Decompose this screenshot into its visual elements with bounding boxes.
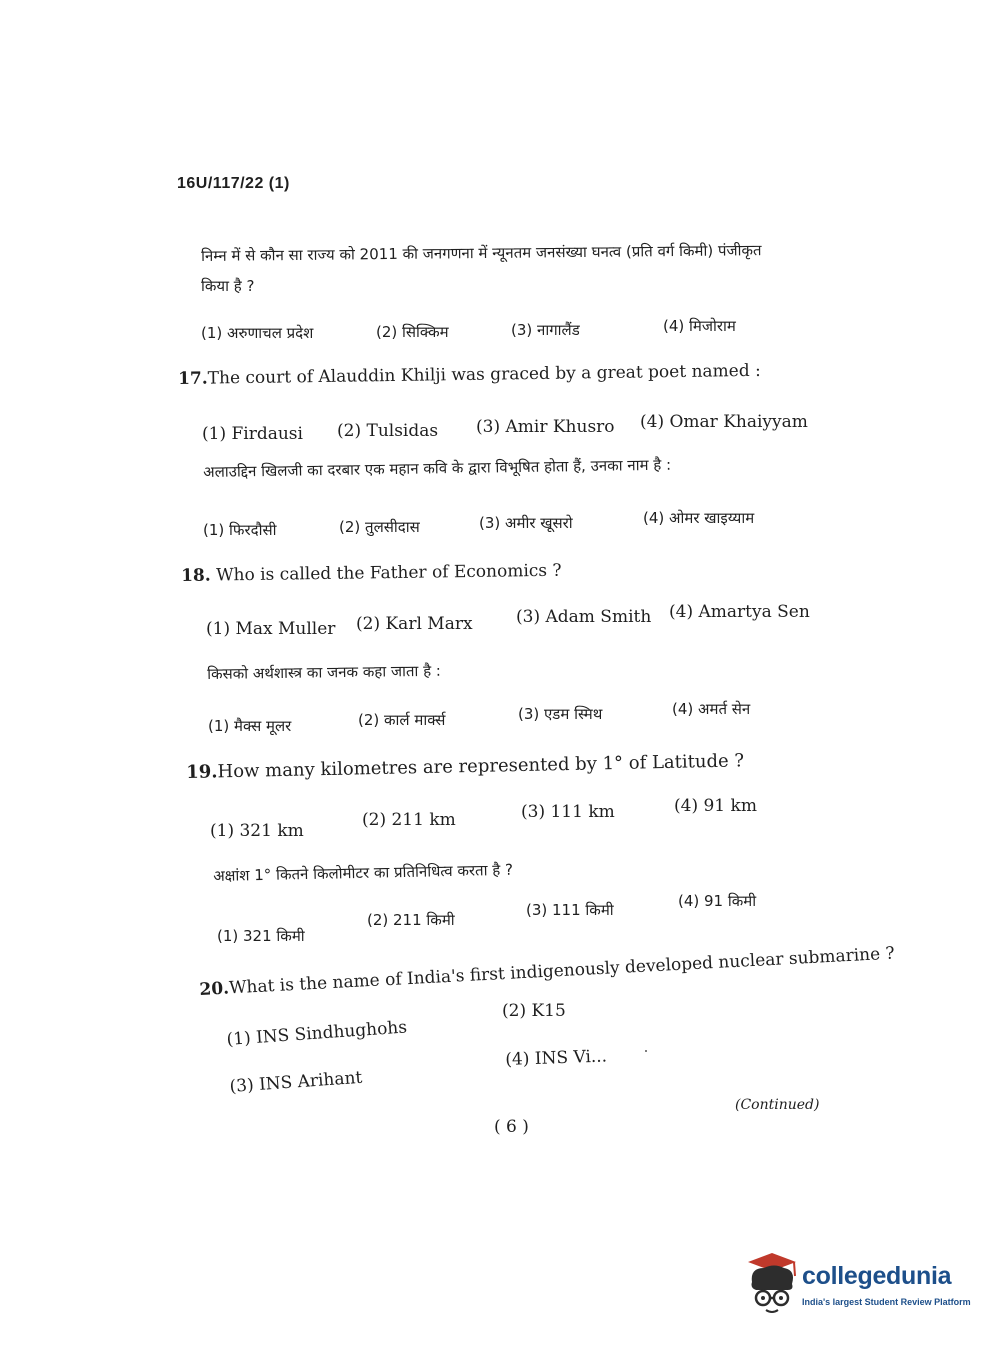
q19-text-hi: अक्षांश 1° कितने किलोमीटर का प्रतिनिधित्व करता है ? — [213, 860, 514, 885]
continued-label: (Continued) — [735, 1097, 820, 1113]
q16-text-hi-line2: किया है ? — [201, 277, 255, 295]
q18-option-hi-2: (2) कार्ल मार्क्स — [358, 711, 446, 729]
q19-option-4: (4) 91 km — [674, 796, 757, 816]
q17-question — [178, 361, 761, 389]
q18-option-4: (4) Amartya Sen — [669, 602, 810, 622]
q18-option-1: (1) Max Muller — [206, 619, 336, 639]
q17-text-en: The court of Alauddin Khilji was graced by a great poet named : — [207, 360, 761, 389]
q19-option-hi-3: (3) 111 किमी — [526, 901, 614, 919]
q20-option-3: (3) INS Arihant — [229, 1067, 363, 1097]
q18-text-hi: किसको अर्थशास्त्र का जनक कहा जाता है : — [207, 661, 442, 683]
q16-option-4: (4) मिजोराम — [663, 317, 736, 335]
q17-option-hi-4: (4) ओमर खाइय्याम — [643, 509, 755, 527]
q18-option-2: (2) Karl Marx — [356, 614, 473, 634]
q17-option-1: (1) Firdausi — [202, 424, 303, 444]
q17-number: 17. — [178, 368, 208, 389]
q19-option-hi-2: (2) 211 किमी — [367, 911, 455, 929]
q19-option-hi-4: (4) 91 किमी — [678, 892, 757, 910]
q17-option-hi-1: (1) फिरदौसी — [203, 521, 277, 539]
q20-option-1: (1) INS Sindhughohs — [226, 1017, 408, 1050]
q19-option-3: (3) 111 km — [521, 802, 615, 822]
q19-option-hi-1: (1) 321 किमी — [217, 927, 305, 945]
q19-option-1: (1) 321 km — [210, 821, 304, 841]
q17-option-hi-3: (3) अमीर खूसरो — [479, 514, 573, 532]
q16-option-3: (3) नागालैंड — [511, 321, 580, 339]
q16-text-hi-line1: निम्न में से कौन सा राज्य को 2011 की जनगणना में न्यूनतम जनसंख्या घनत्व (प्रति वर्ग किमी) पंजीकृत — [201, 241, 762, 265]
q17-option-3: (3) Amir Khusro — [476, 417, 615, 437]
q20-text-en: What is the name of India's first indigenously developed nuclear submarine ? — [228, 943, 896, 999]
q18-option-hi-1: (1) मैक्स मूलर — [208, 717, 292, 735]
q19-option-2: (2) 211 km — [362, 810, 456, 830]
q16-option-1: (1) अरुणाचल प्रदेश — [201, 324, 314, 342]
mascot-icon — [742, 1252, 802, 1318]
q20-option-2: (2) K15 — [502, 1001, 566, 1021]
q19-text-en: How many kilometres are represented by 1° of Latitude ? — [217, 750, 745, 783]
q19-number: 19. — [186, 761, 218, 783]
q20-option-4: (4) INS Vi... — [505, 1046, 608, 1070]
paper-code: 16U/117/22 (1) — [177, 175, 290, 192]
q18-option-hi-3: (3) एडम स्मिथ — [518, 705, 603, 723]
q18-option-hi-4: (4) अमर्त सेन — [672, 700, 751, 718]
page-number: ( 6 ) — [494, 1117, 529, 1137]
q17-option-4: (4) Omar Khaiyyam — [640, 412, 808, 432]
q18-question — [181, 561, 562, 586]
q17-text-hi: अलाउद्दिन खिलजी का दरबार एक महान कवि के द्वारा विभूषित होता हैं, उनका नाम है : — [203, 455, 672, 481]
q17-option-2: (2) Tulsidas — [337, 421, 439, 441]
q20-question — [199, 944, 895, 1000]
collegedunia-logo — [742, 1252, 972, 1324]
ink-speck — [645, 1050, 647, 1052]
q16-option-2: (2) सिक्किम — [376, 323, 449, 341]
logo-tagline: India's largest Student Review Platform — [802, 1297, 971, 1307]
q18-text-en: Who is called the Father of Economics ? — [215, 560, 562, 586]
logo-wordmark: collegedunia — [802, 1262, 952, 1290]
q18-option-3: (3) Adam Smith — [516, 607, 652, 627]
q19-question — [186, 750, 744, 783]
q18-number: 18. — [181, 565, 211, 586]
q20-number: 20. — [199, 978, 230, 1000]
q17-option-hi-2: (2) तुलसीदास — [339, 518, 420, 536]
